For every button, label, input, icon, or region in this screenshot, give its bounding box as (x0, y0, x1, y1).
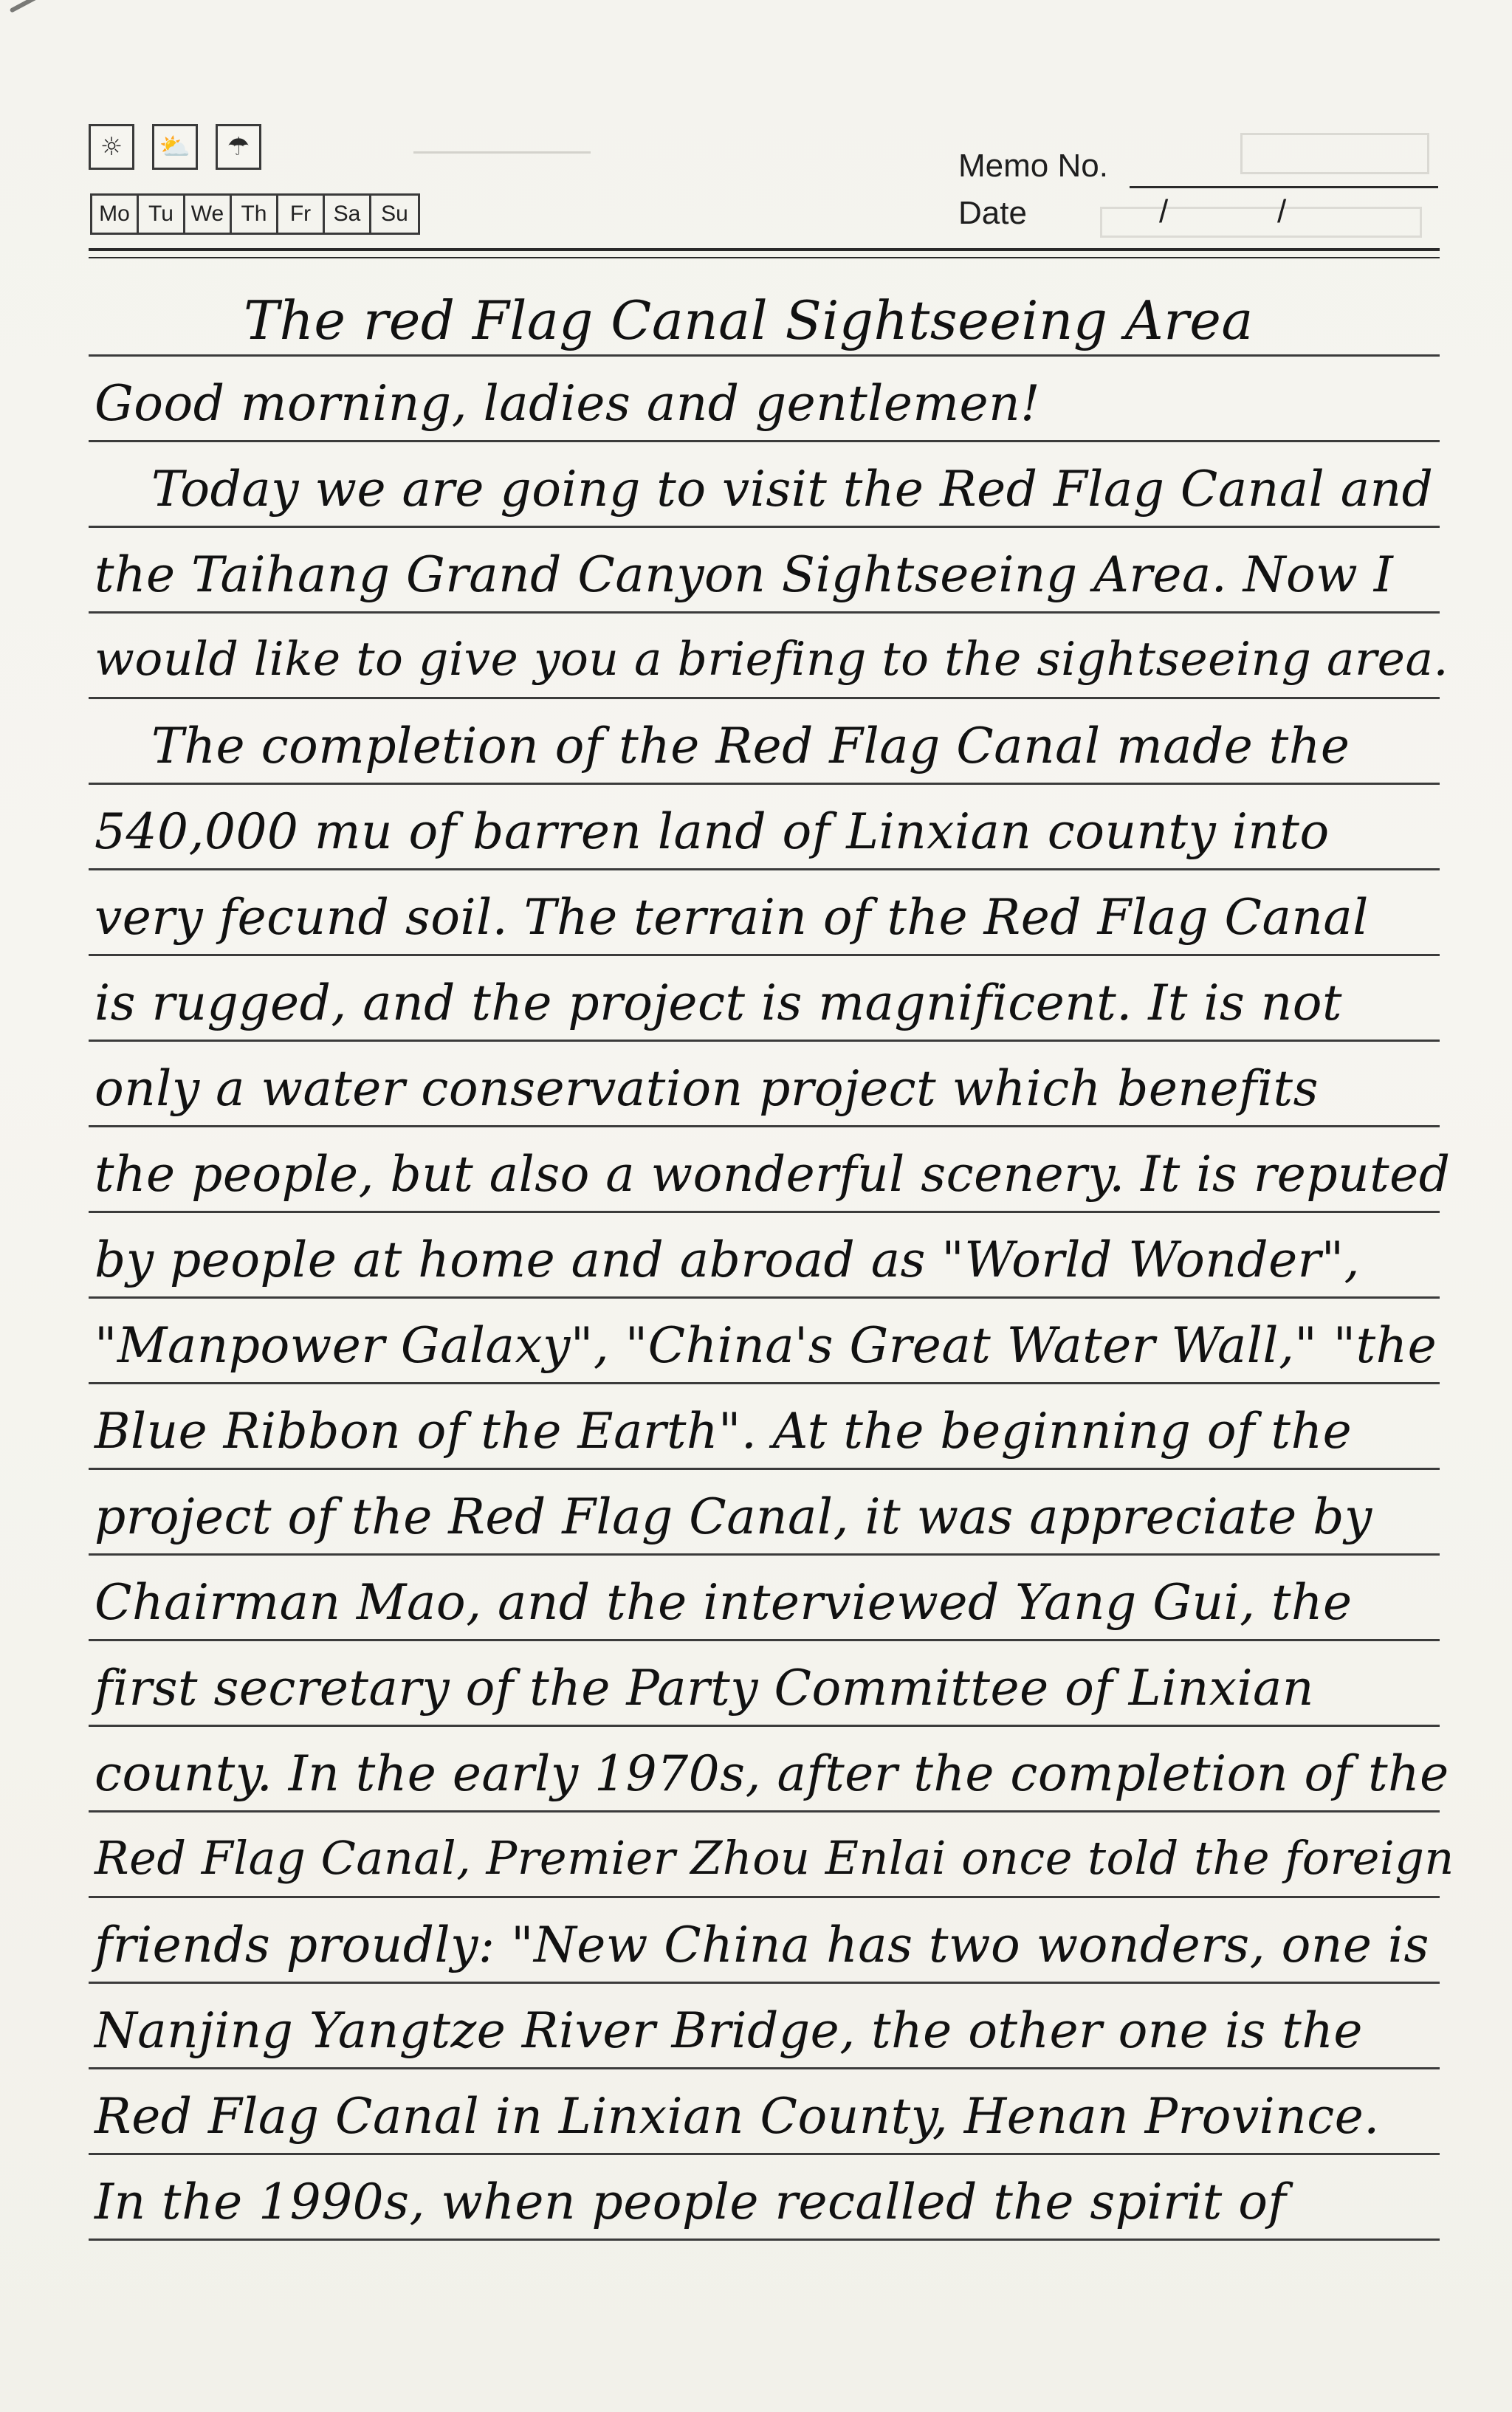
text-line: the Taihang Grand Canyon Sightseeing Area. Now I (94, 546, 1394, 603)
ruled-line (89, 697, 1440, 699)
memo-number-label: Memo No. (958, 148, 1108, 184)
ruled-line (89, 1296, 1440, 1299)
sun-icon[interactable]: ☼ (89, 124, 134, 170)
text-line: only a water conservation project which benefits (94, 1060, 1319, 1117)
ruled-line (89, 1896, 1440, 1898)
pencil-mark (10, 0, 109, 13)
memo-number-field[interactable] (1130, 186, 1438, 188)
text-line: county. In the early 1970s, after the completion of the (94, 1745, 1449, 1802)
ruled-line (89, 868, 1440, 870)
cloud-sun-icon[interactable]: ⛅ (152, 124, 198, 170)
text-line: very fecund soil. The terrain of the Red Flag Canal (94, 889, 1369, 946)
ruled-line (89, 1125, 1440, 1127)
text-line: "Manpower Galaxy", "China's Great Water Wall," "the (94, 1317, 1437, 1374)
day-su[interactable]: Su (381, 202, 408, 226)
ruled-line (89, 1382, 1440, 1384)
header-divider (89, 248, 1440, 251)
ruled-line (89, 783, 1440, 785)
day-tu[interactable]: Tu (139, 196, 185, 233)
bleed-through-mark (413, 151, 591, 183)
text-line: In the 1990s, when people recalled the spirit of (94, 2174, 1287, 2230)
text-line: Red Flag Canal in Linxian County, Henan Province. (94, 2088, 1380, 2145)
day-th[interactable]: Th (232, 196, 278, 233)
ruled-line (89, 2067, 1440, 2069)
day-mo[interactable]: Mo (92, 196, 139, 233)
ruled-line (89, 1982, 1440, 1984)
ruled-line (89, 1040, 1440, 1042)
text-line: Blue Ribbon of the Earth". At the beginning of the (94, 1403, 1353, 1460)
ruled-line (89, 611, 1440, 614)
day-selector (90, 193, 420, 235)
ruled-line (89, 1639, 1440, 1641)
day-sa[interactable]: Sa (325, 196, 371, 233)
text-line: Red Flag Canal, Premier Zhou Enlai once told the foreign (94, 1831, 1454, 1885)
text-line: project of the Red Flag Canal, it was appreciate by (94, 1488, 1372, 1545)
ruled-line (89, 2239, 1440, 2241)
text-line: the people, but also a wonderful scenery. It is reputed (94, 1146, 1451, 1203)
document-title: The red Flag Canal Sightseeing Area (244, 289, 1254, 351)
ruled-line (89, 1810, 1440, 1813)
date-label: Date (958, 195, 1027, 231)
ruled-line (89, 2153, 1440, 2155)
header-divider (89, 257, 1440, 258)
ruled-line (89, 954, 1440, 956)
date-separator: / (1277, 193, 1287, 230)
day-we[interactable]: We (185, 196, 232, 233)
ruled-line (89, 1211, 1440, 1213)
text-line: friends proudly: "New China has two wonders, one is (94, 1917, 1429, 1973)
ruled-line (89, 1553, 1440, 1556)
ruled-line (89, 1468, 1440, 1470)
text-line: Chairman Mao, and the interviewed Yang Gui, the (94, 1574, 1353, 1631)
text-line: first secretary of the Party Committee of Linxian (94, 1660, 1314, 1717)
ruled-line (89, 354, 1440, 357)
text-line: The completion of the Red Flag Canal made the (151, 718, 1350, 774)
text-line: 540,000 mu of barren land of Linxian county into (94, 803, 1330, 860)
ruled-line (89, 440, 1440, 442)
text-line: Good morning, ladies and gentlemen! (94, 375, 1041, 432)
weather-selector (89, 124, 261, 170)
text-line: Today we are going to visit the Red Flag Canal and (151, 461, 1434, 518)
text-line: Nanjing Yangtze River Bridge, the other one is the (94, 2002, 1363, 2059)
bleed-through-mark (1100, 207, 1422, 238)
day-fr[interactable]: Fr (278, 196, 325, 233)
text-line: by people at home and abroad as "World Wonder", (94, 1231, 1361, 1288)
date-separator: / (1159, 193, 1169, 230)
ruled-line (89, 1725, 1440, 1727)
rain-cloud-icon[interactable]: ☂ (216, 124, 261, 170)
text-line: is rugged, and the project is magnificent. It is not (94, 975, 1343, 1031)
text-line: would like to give you a briefing to the sightseeing area. (94, 632, 1449, 686)
bleed-through-mark (1240, 133, 1429, 174)
ruled-line (89, 526, 1440, 528)
